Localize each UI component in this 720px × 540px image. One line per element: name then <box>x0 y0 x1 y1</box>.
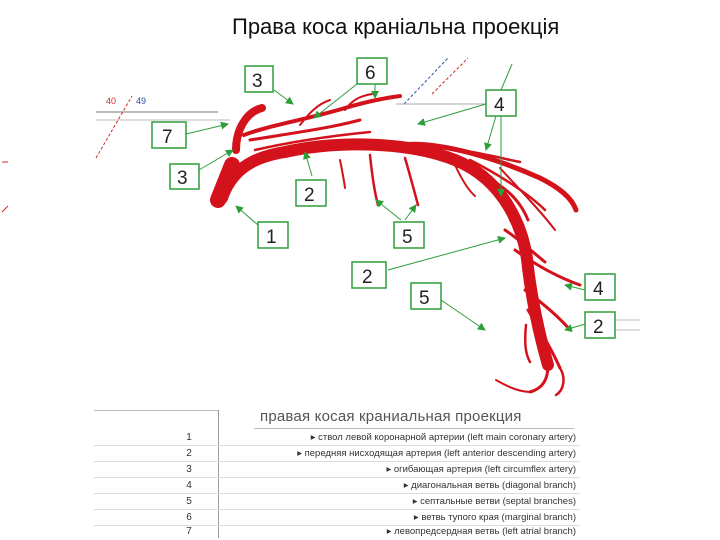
legend-number: 6 <box>186 512 192 523</box>
svg-text:7: 7 <box>162 127 173 148</box>
legend-description: ▸ левопредсердная ветвь (left atrial branch) <box>386 526 576 537</box>
svg-text:4: 4 <box>593 279 604 300</box>
legend-row <box>94 446 580 462</box>
callout-7 <box>152 122 186 148</box>
callout-1 <box>258 222 288 248</box>
legend-title: правая косая краниальная проекция <box>260 408 522 425</box>
svg-text:2: 2 <box>593 317 604 338</box>
legend-number: 5 <box>186 496 192 507</box>
svg-text:2: 2 <box>362 267 373 288</box>
callout-2-mid <box>296 180 326 206</box>
callout-6 <box>357 58 387 84</box>
svg-text:6: 6 <box>365 63 376 84</box>
legend-number: 1 <box>186 432 192 443</box>
slide-title: Права коса краніальна проекція <box>232 14 560 39</box>
svg-text:3: 3 <box>177 168 188 189</box>
svg-text:4: 4 <box>494 95 505 116</box>
legend-row <box>94 462 580 478</box>
callout-3-left <box>170 164 199 189</box>
callout-5-lower <box>411 283 441 309</box>
legend-number: 2 <box>186 448 192 459</box>
svg-text:3: 3 <box>252 71 263 92</box>
legend-table <box>94 408 580 540</box>
legend-divider <box>254 428 574 429</box>
callout-3-top <box>245 66 273 92</box>
svg-text:5: 5 <box>402 227 413 248</box>
corner-label-40: 40 <box>106 96 117 106</box>
legend-row <box>94 494 580 510</box>
legend-row <box>94 430 580 446</box>
callout-5-mid <box>394 222 424 248</box>
legend-number: 4 <box>186 480 192 491</box>
legend-row <box>94 478 580 494</box>
legend-row <box>94 524 580 540</box>
legend-number: 7 <box>186 526 192 537</box>
legend-divider <box>94 410 218 411</box>
legend-description: ▸ септальные ветви (septal branches) <box>412 496 576 507</box>
legend-description: ▸ ствол левой коронарной артерии (left main coronary artery) <box>310 432 576 443</box>
legend-description: ▸ ветвь тупого края (marginal branch) <box>413 512 576 523</box>
callout-4-right <box>585 274 615 300</box>
septal-branch <box>370 155 378 205</box>
callout-4-top <box>486 90 516 116</box>
svg-text:5: 5 <box>419 288 430 309</box>
callout-2-right <box>585 312 615 338</box>
svg-text:1: 1 <box>266 227 277 248</box>
legend-number: 3 <box>186 464 192 475</box>
corner-label-49: 49 <box>136 96 147 106</box>
legend-description: ▸ передняя нисходящая артерия (left anterior descending artery) <box>297 448 576 459</box>
svg-text:2: 2 <box>304 185 315 206</box>
legend-description: ▸ огибающая артерия (left circumflex artery) <box>386 464 576 475</box>
callout-2-lower <box>352 262 386 288</box>
legend-description: ▸ диагональная ветвь (diagonal branch) <box>403 480 576 491</box>
trunk-base <box>218 165 232 200</box>
